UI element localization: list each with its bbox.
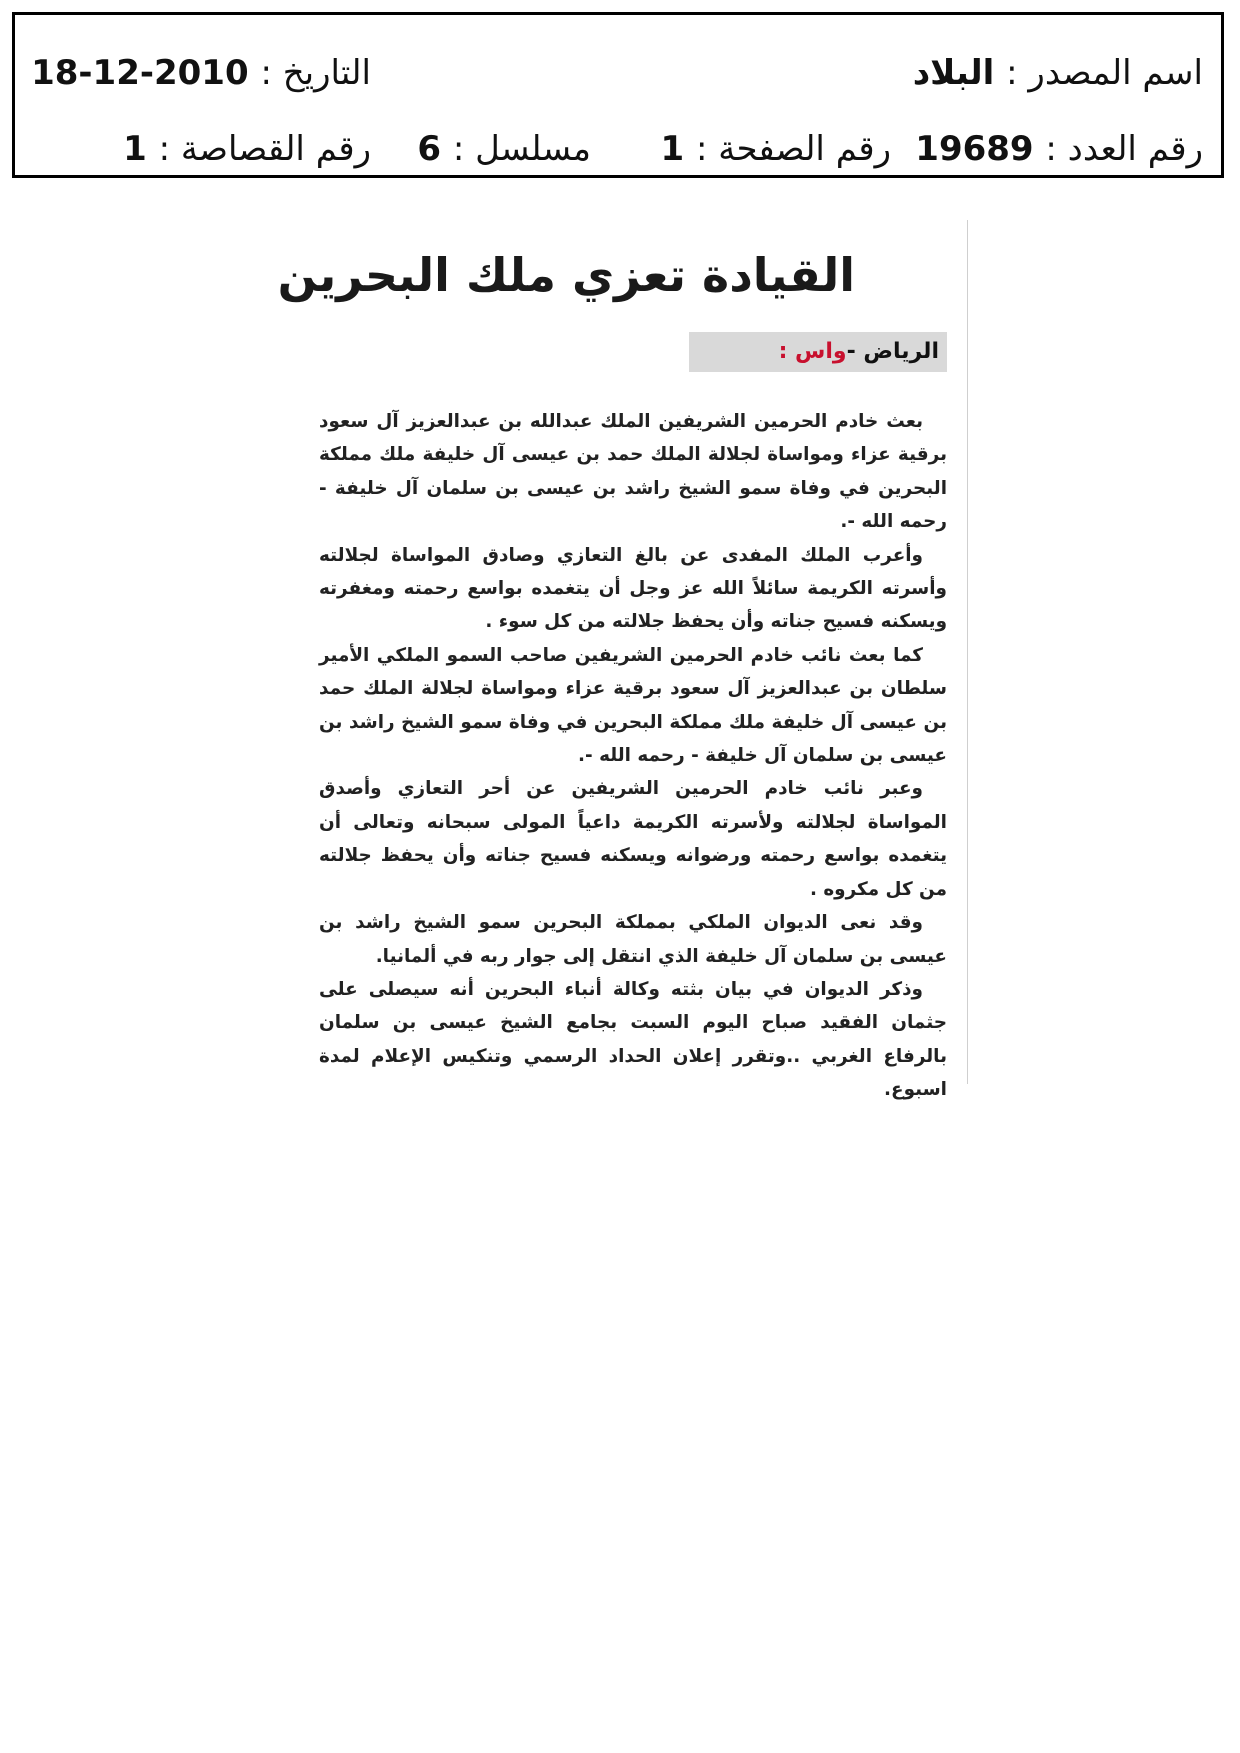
page-value: 1 [660,129,685,169]
clip-date [31,53,371,93]
page-number [660,129,891,169]
serial-value: 6 [417,129,441,169]
article-paragraph: وذكر الديوان في بيان بثته وكالة أنباء البحرين أنه سيصلى على جثمان الفقيد صباح اليوم السبت بجامع الشيخ عيسى بن سلمان بالرفاع الغربي ..وتقرر إعلان الحداد الرسمي وتنكيس الإعلام لمدة اسبوع. [319,978,947,1101]
serial-number [417,129,591,169]
article-paragraph: بعث خادم الحرمين الشريفين الملك عبدالله بن عبدالعزيز آل سعود برقية عزاء ومواساة لجلالة الملك حمد بن عيسى آل خليفة ملك مملكة البحرين في وفاة سمو الشيخ راشد بن عيسى بن سلمان آل خليفة - رحمه الله -. [319,411,947,533]
dateline-city: الرياض - [846,339,939,364]
clipping-metadata-box [12,12,1224,178]
newspaper-clipping [277,220,968,1101]
article-paragraph: وأعرب الملك المفدى عن بالغ التعازي وصادق المواساة لجلالته وأسرته الكريمة سائلاً الله عز وجل أن يتغمده بواسع رحمته ومغفرته ويسكنه فسيح جناته وأن يحفظ جلالته من كل سوء . [319,544,947,633]
clip-label: رقم القصاصة : [158,129,371,169]
issue-label: رقم العدد : [1045,129,1203,169]
article-paragraph: وعبر نائب خادم الحرمين الشريفين عن أحر التعازي وأصدق المواساة لجلالته ولأسرته الكريمة داعياً المولى سبحانه وتعالى أن يتغمده بواسع رحمته ورضوانه ويسكنه فسيح جناته وأن يحفظ جلالته من كل مكروه . [319,778,947,900]
clip-value: 1 [123,129,147,169]
source-name [913,53,1203,93]
article-headline: القيادة تعزي ملك البحرين [277,248,855,302]
date-label: التاريخ : [260,53,371,93]
page-label: رقم الصفحة : [695,129,891,169]
article-body [319,405,947,1107]
dateline-agency: واس : [778,339,847,364]
issue-number [915,129,1203,169]
article-dateline [689,332,947,372]
article-paragraph: وقد نعى الديوان الملكي بمملكة البحرين سمو الشيخ راشد بن عيسى بن سلمان آل خليفة الذي انتقل إلى جوار ربه في ألمانيا. [319,912,947,967]
source-label: اسم المصدر : [1006,53,1203,93]
date-value: 2010-12-18 [31,53,249,93]
clip-number [123,129,371,169]
serial-label: مسلسل : [452,129,591,169]
issue-value: 19689 [915,129,1034,169]
article-paragraph: كما بعث نائب خادم الحرمين الشريفين صاحب السمو الملكي الأمير سلطان بن عبدالعزيز آل سعود برقية عزاء ومواساة لجلالة الملك حمد بن عيسى آل خليفة ملك مملكة البحرين في وفاة سمو الشيخ راشد بن عيسى بن سلمان آل خليفة - رحمه الله -. [319,644,947,767]
source-value: البلاد [912,53,995,93]
